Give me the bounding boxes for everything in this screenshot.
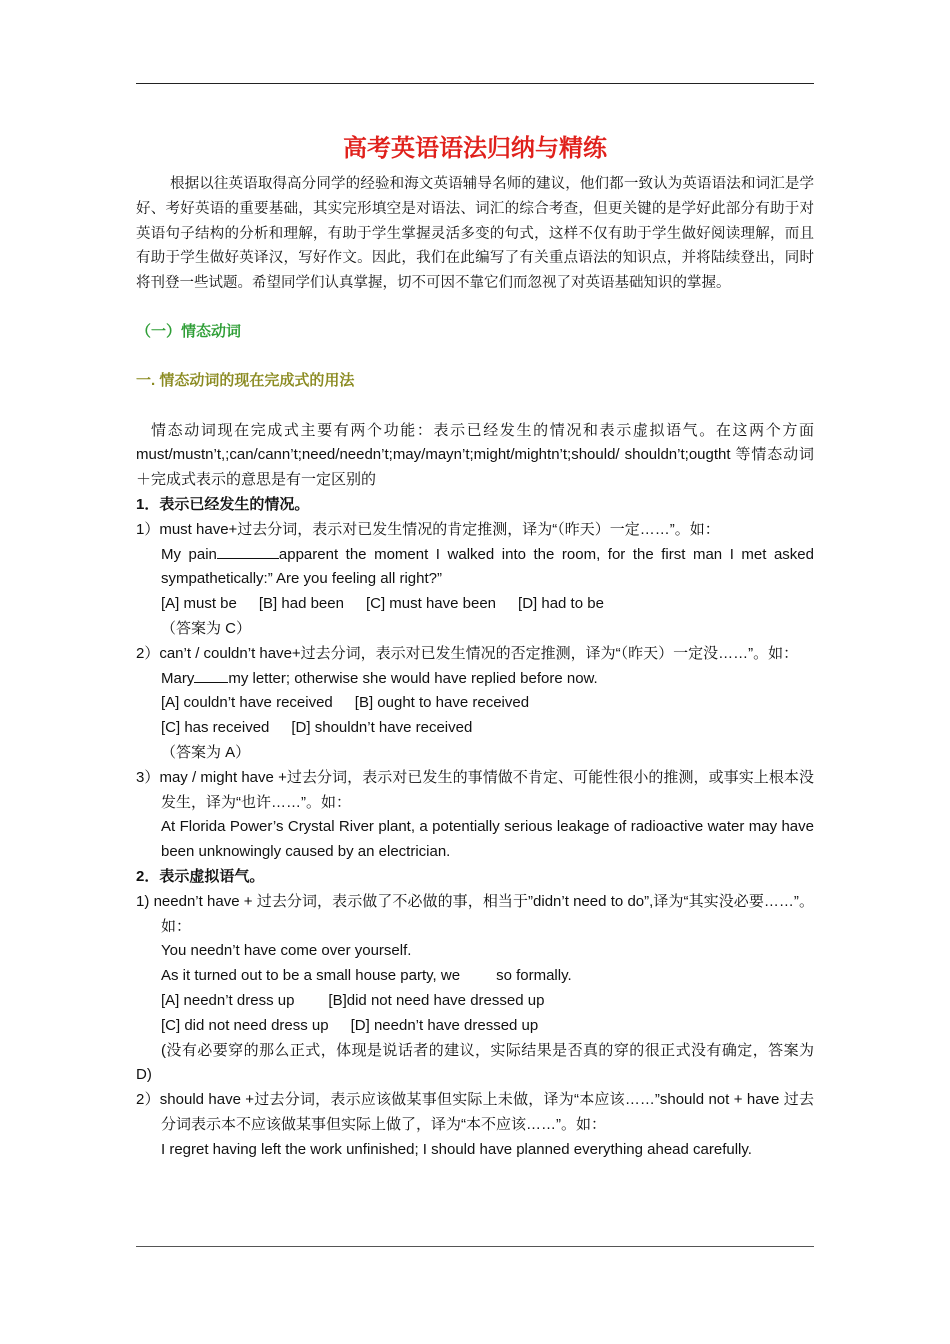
options-2b: [C] has received [D] shouldn’t have received (161, 719, 473, 737)
page-title: 高考英语语法归纳与精练 (343, 133, 607, 162)
example-2: Mary my letter; otherwise she would have replied before now. (161, 669, 598, 687)
intro-paragraph: 根据以往英语取得高分同学的经验和海文英语辅导名师的建议，他们都一致认为英语语法和词汇是学好、考好英语的重要基础，其实完形填空是对语法、词汇的综合考查，但更关键的是学好此部分有助于对英语句子结构的分析和理解，有助于学生掌握灵活多变的句式，这样不仅有助于学生做好阅读理解，而且有助于学生做好英译汉，写好作文。因此，我们在此编写了有关重点语法的知识点，并将陆续登出，同时将刊登一些试题。希望同学们认真掌握，切不可因不靠它们而忽视了对英语基础知识的掌握。 (136, 176, 814, 292)
answer-blank (194, 668, 228, 683)
section-heading: （一）情态动词 (136, 322, 242, 340)
answer-1: （答案为 C） (161, 619, 252, 637)
document-body (136, 128, 814, 1162)
answer-blank (217, 544, 279, 559)
note-4: (没有必要穿的那么正式，体现是说话者的建议，实际结果是否真的穿的很正式没有确定，答案为 D) (136, 1041, 814, 1084)
rule-must-have: 1）must have+过去分词，表示对已发生情况的肯定推测，译为“（昨天）一定……”。如： (136, 520, 720, 538)
rule-cant-have: 2）can’t / couldn’t have+过去分词，表示对已发生情况的否定推测，译为“（昨天）一定没……”。如： (136, 644, 799, 662)
rule-neednt-have: 1) needn’t have + 过去分词，表示做了不必做的事，相当于”didn’t need to do”,译为“其实没必要……”。如： (136, 892, 814, 935)
rule-may-have: 3）may / might have +过去分词，表示对已发生的事情做不肯定、可能性很小的推测，或事实上根本没发生，译为“也许……”。如： (136, 768, 814, 811)
options-4b: [C] did not need dress up [D] needn’t have dressed up (161, 1016, 539, 1034)
example-1: My pain apparent the moment I walked into the room, for the first man I met asked sympathetically:” Are you feeling all right?” (161, 545, 814, 588)
example-3: At Florida Power’s Crystal River plant, a potentially serious leakage of radioactive water may have been unknowingly caused by an electrician. (161, 818, 814, 861)
example-4b: As it turned out to be a small house party, we so formally. (161, 967, 572, 985)
overview-paragraph: 情态动词现在完成式主要有两个功能：表示已经发生的情况和表示虚拟语气。在这两个方面 must/mustn’t,;can/cann’t;need/needn’t;may/mayn’t;might/mightn’t;should/ shouldn’t;ougtht 等情态动词＋完成式表示的意思是有一定区别的 (136, 421, 814, 489)
options-1: [A] must be [B] had been [C] must have been [D] had to be (161, 595, 604, 613)
example-4a: You needn’t have come over yourself. (161, 942, 412, 960)
rule-should-have: 2）should have +过去分词，表示应该做某事但实际上未做，译为“本应该……”should not + have 过去分词表示本不应该做某事但实际上做了，译为“本不应该……”。如： (136, 1091, 814, 1133)
answer-2: （答案为 A） (161, 743, 251, 761)
options-4a: [A] needn’t dress up [B]did not need have dressed up (161, 991, 545, 1009)
subsection-heading: 一. 情态动词的现在完成式的用法 (136, 371, 355, 389)
options-2a: [A] couldn’t have received [B] ought to have received (161, 694, 530, 712)
heading-occurred: 1．表示已经发生的情况。 (136, 495, 310, 513)
heading-subjunctive: 2．表示虚拟语气。 (136, 867, 265, 885)
example-5: I regret having left the work unfinished; I should have planned everything ahead carefully. (161, 1140, 752, 1158)
header-rule (136, 83, 814, 84)
footer-rule (136, 1246, 814, 1247)
